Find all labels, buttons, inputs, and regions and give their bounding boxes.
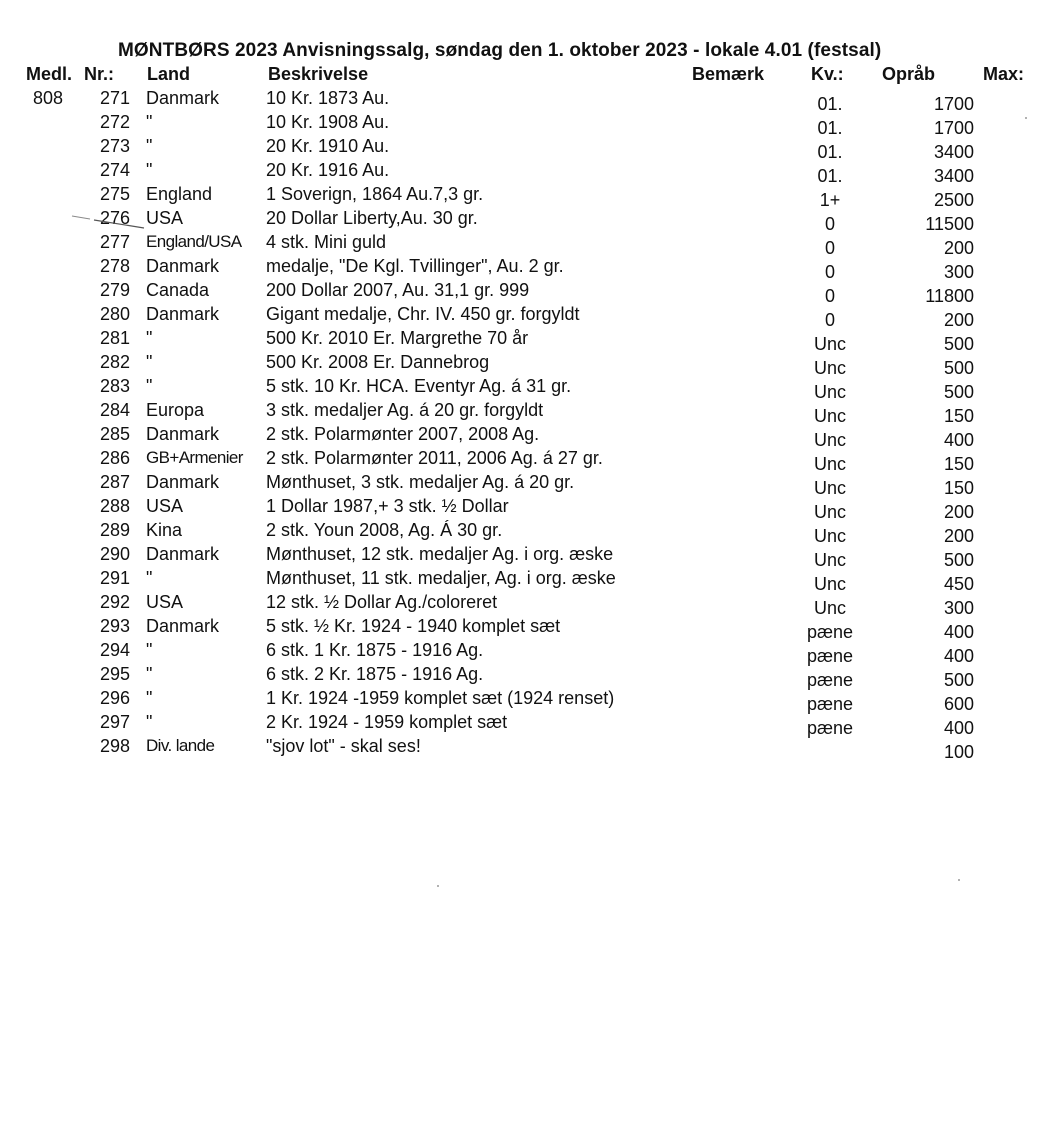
cell-land: "	[146, 376, 153, 396]
scan-speck	[1025, 117, 1027, 119]
cell-beskrivelse: Mønthuset, 12 stk. medaljer Ag. i org. æske	[266, 544, 614, 564]
cell-nr: 291	[99, 568, 130, 588]
table-row	[0, 88, 1056, 112]
cell-land: USA	[146, 496, 184, 516]
cell-beskrivelse: 6 stk. 1 Kr. 1875 - 1916 Ag.	[266, 640, 484, 660]
table-row	[0, 160, 1056, 184]
cell-nr: 274	[99, 160, 130, 180]
cell-nr: 298	[99, 736, 130, 756]
cell-medl: 808	[33, 88, 64, 108]
cell-oprab: 2500	[933, 190, 974, 210]
cell-oprab: 400	[943, 718, 974, 738]
cell-oprab: 200	[943, 310, 974, 330]
cell-oprab: 1700	[933, 94, 974, 114]
cell-beskrivelse: 2 stk. Youn 2008, Ag. Á 30 gr.	[266, 520, 503, 540]
cell-nr: 289	[99, 520, 130, 540]
cell-beskrivelse: 10 Kr. 1908 Au.	[266, 112, 390, 132]
cell-beskrivelse: 12 stk. ½ Dollar Ag./coloreret	[266, 592, 498, 612]
cell-land: Danmark	[146, 88, 220, 108]
cell-oprab: 200	[943, 526, 974, 546]
cell-kv: 01.	[817, 118, 843, 138]
cell-land: "	[146, 352, 153, 372]
cell-oprab: 300	[943, 598, 974, 618]
cell-land: Div. lande	[146, 736, 215, 755]
pen-stroke-mark	[68, 212, 208, 242]
cell-beskrivelse: 2 stk. Polarmønter 2007, 2008 Ag.	[266, 424, 540, 444]
cell-nr: 273	[99, 136, 130, 156]
cell-beskrivelse: Gigant medalje, Chr. IV. 450 gr. forgyldt	[266, 304, 580, 324]
table-row	[0, 184, 1056, 208]
cell-land: "	[146, 136, 153, 156]
cell-land: Danmark	[146, 616, 220, 636]
cell-beskrivelse: 4 stk. Mini guld	[266, 232, 387, 252]
cell-nr: 275	[99, 184, 130, 204]
cell-nr: 279	[99, 280, 130, 300]
cell-nr: 280	[99, 304, 130, 324]
cell-kv: 0	[824, 262, 835, 282]
cell-beskrivelse: medalje, "De Kgl. Tvillinger", Au. 2 gr.	[266, 256, 564, 276]
table-row	[0, 688, 1056, 712]
cell-oprab: 500	[943, 550, 974, 570]
cell-nr: 281	[99, 328, 130, 348]
cell-oprab: 600	[943, 694, 974, 714]
cell-nr: 272	[99, 112, 130, 132]
cell-beskrivelse: "sjov lot" - skal ses!	[266, 736, 421, 756]
cell-beskrivelse: 2 Kr. 1924 - 1959 komplet sæt	[266, 712, 508, 732]
cell-beskrivelse: 3 stk. medaljer Ag. á 20 gr. forgyldt	[266, 400, 544, 420]
cell-nr: 271	[99, 88, 130, 108]
table-row	[0, 304, 1056, 328]
table-row	[0, 472, 1056, 496]
cell-kv: 0	[824, 214, 835, 234]
cell-kv: 0	[824, 286, 835, 306]
header-beskrivelse: Beskrivelse	[268, 64, 369, 84]
header-nr: Nr.:	[84, 64, 115, 84]
cell-beskrivelse: 1 Dollar 1987,+ 3 stk. ½ Dollar	[266, 496, 509, 516]
cell-land: "	[146, 160, 153, 180]
cell-land: "	[146, 640, 153, 660]
cell-nr: 283	[99, 376, 130, 396]
cell-land: USA	[146, 208, 184, 228]
cell-kv: 0	[824, 310, 835, 330]
cell-land: Kina	[146, 520, 183, 540]
cell-land: Danmark	[146, 256, 220, 276]
cell-beskrivelse: 2 stk. Polarmønter 2011, 2006 Ag. á 27 gr.	[266, 448, 603, 468]
cell-kv: Unc	[813, 454, 846, 474]
cell-beskrivelse: Mønthuset, 11 stk. medaljer, Ag. i org. æske	[266, 568, 616, 588]
cell-nr: 276	[99, 208, 130, 228]
table-row	[0, 328, 1056, 352]
table-row	[0, 256, 1056, 280]
cell-beskrivelse: 20 Kr. 1910 Au.	[266, 136, 390, 156]
cell-beskrivelse: 20 Kr. 1916 Au.	[266, 160, 390, 180]
cell-kv: 1+	[819, 190, 841, 210]
lot-table	[0, 88, 1056, 760]
cell-kv: Unc	[813, 406, 846, 426]
table-row	[0, 664, 1056, 688]
cell-nr: 294	[99, 640, 130, 660]
scan-speck	[958, 879, 960, 881]
cell-kv: Unc	[813, 478, 846, 498]
table-row	[0, 352, 1056, 376]
cell-oprab: 11500	[925, 214, 974, 234]
cell-land: "	[146, 328, 153, 348]
table-row	[0, 496, 1056, 520]
table-row	[0, 136, 1056, 160]
cell-nr: 296	[99, 688, 130, 708]
cell-nr: 285	[99, 424, 130, 444]
cell-land: "	[146, 688, 153, 708]
table-row	[0, 112, 1056, 136]
cell-nr: 295	[99, 664, 130, 684]
cell-oprab: 500	[943, 334, 974, 354]
cell-nr: 288	[99, 496, 130, 516]
cell-land: Europa	[146, 400, 205, 420]
table-row	[0, 448, 1056, 472]
cell-land: Canada	[146, 280, 210, 300]
cell-oprab: 150	[943, 454, 974, 474]
cell-kv: pæne	[806, 646, 854, 666]
table-row	[0, 520, 1056, 544]
cell-beskrivelse: 1 Soverign, 1864 Au.7,3 gr.	[266, 184, 484, 204]
cell-nr: 278	[99, 256, 130, 276]
cell-oprab: 3400	[933, 142, 974, 162]
cell-kv: pæne	[806, 718, 854, 738]
cell-land: Danmark	[146, 304, 220, 324]
cell-oprab: 11800	[925, 286, 974, 306]
cell-beskrivelse: Mønthuset, 3 stk. medaljer Ag. á 20 gr.	[266, 472, 575, 492]
cell-land: GB+Armenier	[146, 448, 243, 467]
cell-beskrivelse: 500 Kr. 2008 Er. Dannebrog	[266, 352, 490, 372]
cell-oprab: 450	[943, 574, 974, 594]
header-oprab: Opråb	[882, 64, 936, 84]
cell-oprab: 300	[943, 262, 974, 282]
cell-beskrivelse: 200 Dollar 2007, Au. 31,1 gr. 999	[266, 280, 530, 300]
cell-beskrivelse: 20 Dollar Liberty,Au. 30 gr.	[266, 208, 478, 228]
cell-oprab: 400	[943, 622, 974, 642]
cell-oprab: 150	[943, 478, 974, 498]
cell-beskrivelse: 6 stk. 2 Kr. 1875 - 1916 Ag.	[266, 664, 484, 684]
cell-kv: Unc	[813, 574, 846, 594]
cell-beskrivelse: 10 Kr. 1873 Au.	[266, 88, 390, 108]
cell-kv: Unc	[813, 334, 846, 354]
cell-beskrivelse: 500 Kr. 2010 Er. Margrethe 70 år	[266, 328, 529, 348]
header-medl: Medl.	[26, 64, 73, 84]
header-kv: Kv.:	[811, 64, 844, 84]
cell-land: England/USA	[146, 232, 242, 251]
cell-nr: 277	[99, 232, 130, 252]
cell-land: USA	[146, 592, 184, 612]
table-row	[0, 640, 1056, 664]
cell-nr: 287	[99, 472, 130, 492]
table-row	[0, 376, 1056, 400]
table-row	[0, 424, 1056, 448]
page-title: MØNTBØRS 2023 Anvisningssalg, søndag den 1. oktober 2023 - lokale 4.01 (festsal)	[118, 40, 882, 61]
table-row	[0, 592, 1056, 616]
cell-kv: 01.	[817, 142, 843, 162]
cell-oprab: 200	[943, 238, 974, 258]
cell-land: Danmark	[146, 544, 220, 564]
table-row	[0, 616, 1056, 640]
cell-kv: Unc	[813, 598, 846, 618]
cell-oprab: 500	[943, 382, 974, 402]
table-row	[0, 280, 1056, 304]
cell-kv: 01.	[817, 94, 843, 114]
cell-nr: 286	[99, 448, 130, 468]
cell-kv: Unc	[813, 502, 846, 522]
cell-nr: 284	[99, 400, 130, 420]
cell-kv: Unc	[813, 526, 846, 546]
cell-kv: pæne	[806, 694, 854, 714]
cell-oprab: 400	[943, 430, 974, 450]
cell-oprab: 150	[943, 406, 974, 426]
cell-nr: 282	[99, 352, 130, 372]
cell-oprab: 100	[943, 742, 974, 762]
cell-nr: 290	[99, 544, 130, 564]
cell-land: "	[146, 568, 153, 588]
cell-land: "	[146, 712, 153, 732]
cell-kv: pæne	[806, 670, 854, 690]
cell-kv: 01.	[817, 166, 843, 186]
cell-oprab: 3400	[933, 166, 974, 186]
scan-speck	[437, 885, 439, 887]
table-row	[0, 712, 1056, 736]
cell-oprab: 500	[943, 358, 974, 378]
cell-kv: Unc	[813, 430, 846, 450]
cell-beskrivelse: 5 stk. ½ Kr. 1924 - 1940 komplet sæt	[266, 616, 561, 636]
cell-beskrivelse: 5 stk. 10 Kr. HCA. Eventyr Ag. á 31 gr.	[266, 376, 572, 396]
cell-land: "	[146, 664, 153, 684]
cell-land: Danmark	[146, 472, 220, 492]
table-row	[0, 736, 1056, 760]
cell-oprab: 500	[943, 670, 974, 690]
header-max: Max:	[983, 64, 1025, 84]
cell-kv: Unc	[813, 382, 846, 402]
cell-nr: 297	[99, 712, 130, 732]
cell-land: "	[146, 112, 153, 132]
header-bemaerk: Bemærk	[692, 64, 765, 84]
cell-oprab: 1700	[933, 118, 974, 138]
cell-kv: Unc	[813, 358, 846, 378]
header-land: Land	[147, 64, 190, 84]
cell-nr: 292	[99, 592, 130, 612]
cell-oprab: 400	[943, 646, 974, 666]
cell-kv: 0	[824, 238, 835, 258]
cell-beskrivelse: 1 Kr. 1924 -1959 komplet sæt (1924 renset)	[266, 688, 615, 708]
table-row	[0, 400, 1056, 424]
cell-land: England	[146, 184, 213, 204]
cell-oprab: 200	[943, 502, 974, 522]
table-row	[0, 544, 1056, 568]
cell-nr: 293	[99, 616, 130, 636]
cell-kv: Unc	[813, 550, 846, 570]
cell-kv: pæne	[806, 622, 854, 642]
table-row	[0, 568, 1056, 592]
cell-land: Danmark	[146, 424, 220, 444]
